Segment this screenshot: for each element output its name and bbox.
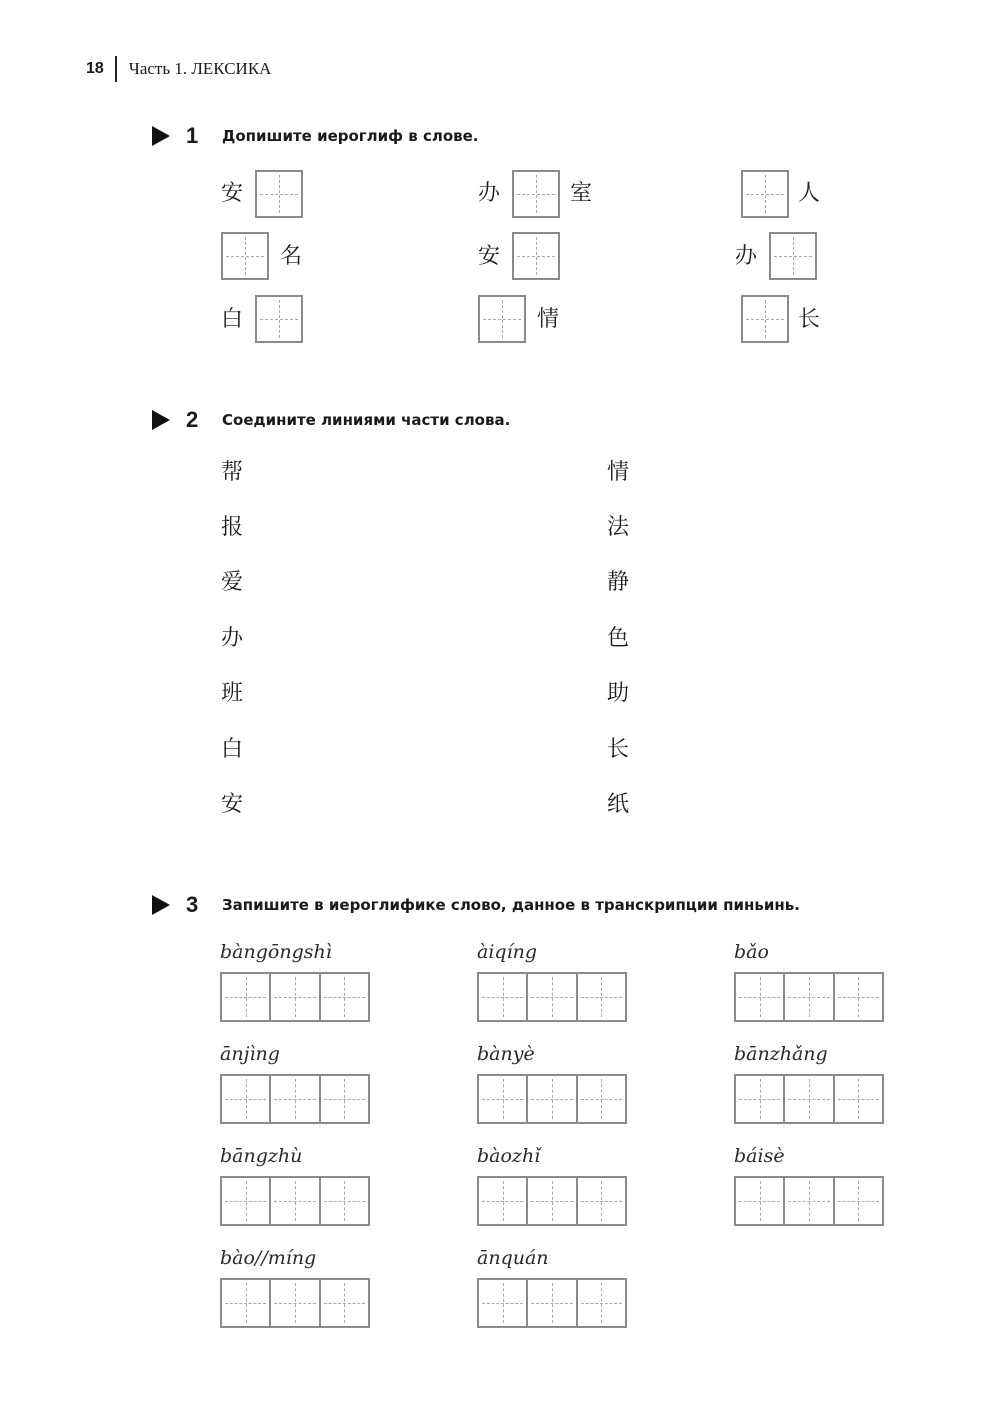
- writing-grid[interactable]: [477, 1278, 627, 1328]
- left-character[interactable]: 白: [221, 737, 244, 762]
- page-header: [86, 56, 271, 82]
- given-character: 长: [798, 307, 821, 332]
- play-arrow-icon: [152, 410, 170, 430]
- character-blank-box[interactable]: [741, 295, 789, 343]
- pinyin-word: bào//míng: [220, 1247, 317, 1269]
- given-character: 安: [221, 181, 244, 206]
- writing-grid[interactable]: [477, 1176, 627, 1226]
- right-character[interactable]: 法: [607, 515, 630, 540]
- task-instruction: Допишите иероглиф в слове.: [222, 127, 479, 145]
- writing-grid[interactable]: [734, 1074, 884, 1124]
- given-character: 安: [478, 244, 501, 269]
- right-character[interactable]: 长: [607, 737, 630, 762]
- right-character[interactable]: 纸: [607, 792, 630, 817]
- given-character: 名: [280, 244, 303, 269]
- character-blank-box[interactable]: [769, 232, 817, 280]
- given-character: 人: [798, 181, 821, 206]
- pinyin-word: ānjìng: [220, 1043, 280, 1065]
- right-character[interactable]: 情: [607, 460, 630, 485]
- given-character: 白: [221, 307, 244, 332]
- right-character[interactable]: 色: [607, 626, 630, 651]
- writing-grid[interactable]: [220, 972, 370, 1022]
- left-character[interactable]: 安: [221, 792, 244, 817]
- left-character[interactable]: 报: [221, 515, 244, 540]
- writing-grid[interactable]: [734, 972, 884, 1022]
- pinyin-word: báisè: [734, 1145, 785, 1167]
- task-3-heading: [152, 891, 800, 919]
- writing-grid[interactable]: [220, 1176, 370, 1226]
- pinyin-word: bàozhǐ: [477, 1145, 541, 1167]
- pinyin-word: bànyè: [477, 1043, 535, 1065]
- task-instruction: Запишите в иероглифике слово, данное в транскрипции пиньинь.: [222, 896, 800, 914]
- pinyin-word: bǎo: [734, 941, 769, 963]
- writing-grid[interactable]: [477, 972, 627, 1022]
- left-character[interactable]: 班: [221, 681, 244, 706]
- character-blank-box[interactable]: [255, 295, 303, 343]
- character-blank-box[interactable]: [255, 170, 303, 218]
- task-1-heading: [152, 122, 479, 150]
- left-character[interactable]: 办: [221, 626, 244, 651]
- page-number: 18: [86, 60, 104, 77]
- left-character[interactable]: 爱: [221, 570, 244, 595]
- pinyin-word: bāngzhù: [220, 1145, 303, 1167]
- section-title: Часть 1. ЛЕКСИКА: [128, 59, 272, 78]
- right-character[interactable]: 静: [607, 570, 630, 595]
- play-arrow-icon: [152, 126, 170, 146]
- task-number: 2: [186, 407, 199, 432]
- play-arrow-icon: [152, 895, 170, 915]
- character-blank-box[interactable]: [221, 232, 269, 280]
- character-blank-box[interactable]: [512, 170, 560, 218]
- pinyin-word: àiqíng: [477, 941, 538, 963]
- character-blank-box[interactable]: [741, 170, 789, 218]
- character-blank-box[interactable]: [478, 295, 526, 343]
- given-character: 办: [478, 181, 501, 206]
- task-2-heading: [152, 406, 510, 434]
- writing-grid[interactable]: [220, 1074, 370, 1124]
- given-character: 情: [537, 307, 560, 332]
- task-number: 1: [186, 123, 199, 148]
- header-divider: [115, 56, 117, 82]
- writing-grid[interactable]: [220, 1278, 370, 1328]
- writing-grid[interactable]: [477, 1074, 627, 1124]
- left-character[interactable]: 帮: [221, 460, 244, 485]
- pinyin-word: bānzhǎng: [734, 1043, 828, 1065]
- character-blank-box[interactable]: [512, 232, 560, 280]
- given-character: 办: [735, 244, 758, 269]
- task-instruction: Соедините линиями части слова.: [222, 411, 511, 429]
- task-number: 3: [186, 892, 199, 917]
- writing-grid[interactable]: [734, 1176, 884, 1226]
- given-character: 室: [570, 181, 593, 206]
- pinyin-word: ānquán: [477, 1247, 549, 1269]
- pinyin-word: bàngōngshì: [220, 941, 332, 963]
- right-character[interactable]: 助: [607, 681, 630, 706]
